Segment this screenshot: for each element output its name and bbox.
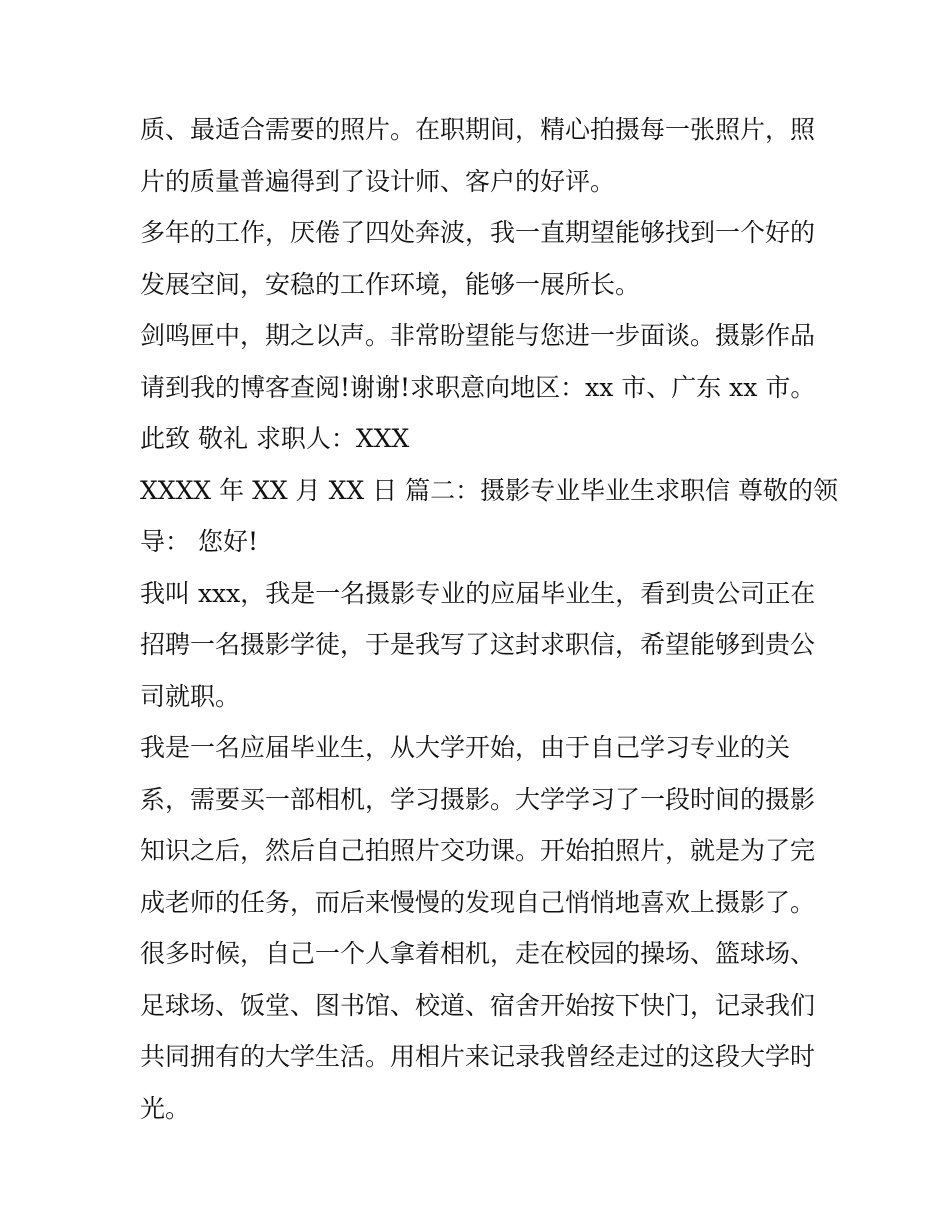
text-line: 光。: [140, 1093, 191, 1123]
text-line: 多年的工作，厌倦了四处奔波，我一直期望能够找到一个好的: [140, 218, 816, 247]
text-line: 成老师的任务，而后来慢慢的发现自己悄悄地喜欢上摄影了。: [140, 887, 816, 917]
text-line: 很多时候，自己一个人拿着相机，走在校园的操场、篮球场、: [140, 939, 816, 968]
closing-line: 此致 敬礼 求职人：XXX: [140, 424, 410, 453]
text-line: 知识之后，然后自己拍照片交功课。开始拍照片，就是为了完: [140, 836, 816, 865]
text-line: 发展空间，安稳的工作环境，能够一展所长。: [140, 269, 641, 299]
text-line: 足球场、饭堂、图书馆、校道、宿舍开始按下快门，记录我们: [140, 990, 816, 1020]
text-line: 我是一名应届毕业生，从大学开始，由于自己学习专业的关: [140, 733, 791, 762]
salutation-line: 导： 您好!: [140, 527, 258, 556]
text-line: 我叫 xxx，我是一名摄影专业的应届毕业生，看到贵公司正在: [140, 578, 816, 608]
date-and-heading-line: XXXX 年 XX 月 XX 日 篇二：摄影专业毕业生求职信 尊敬的领: [140, 475, 839, 505]
text-line: 招聘一名摄影学徒，于是我写了这封求职信，希望能够到贵公: [140, 630, 816, 659]
text-line: 质、最适合需要的照片。在职期间，精心拍摄每一张照片，照: [140, 115, 816, 144]
text-line: 共同拥有的大学生活。用相片来记录我曾经走过的这段大学时: [140, 1042, 816, 1071]
body-text: [140, 104, 839, 1134]
text-line: 片的质量普遍得到了设计师、客户的好评。: [140, 166, 616, 196]
text-line: 剑鸣匣中，期之以声。非常盼望能与您进一步面谈。摄影作品: [140, 321, 816, 350]
text-line: 请到我的博客查阅!谢谢!求职意向地区：xx 市、广东 xx 市。: [140, 372, 816, 402]
text-line: 系，需要买一部相机，学习摄影。大学学习了一段时间的摄影: [140, 784, 816, 814]
text-line: 司就职。: [140, 681, 241, 711]
